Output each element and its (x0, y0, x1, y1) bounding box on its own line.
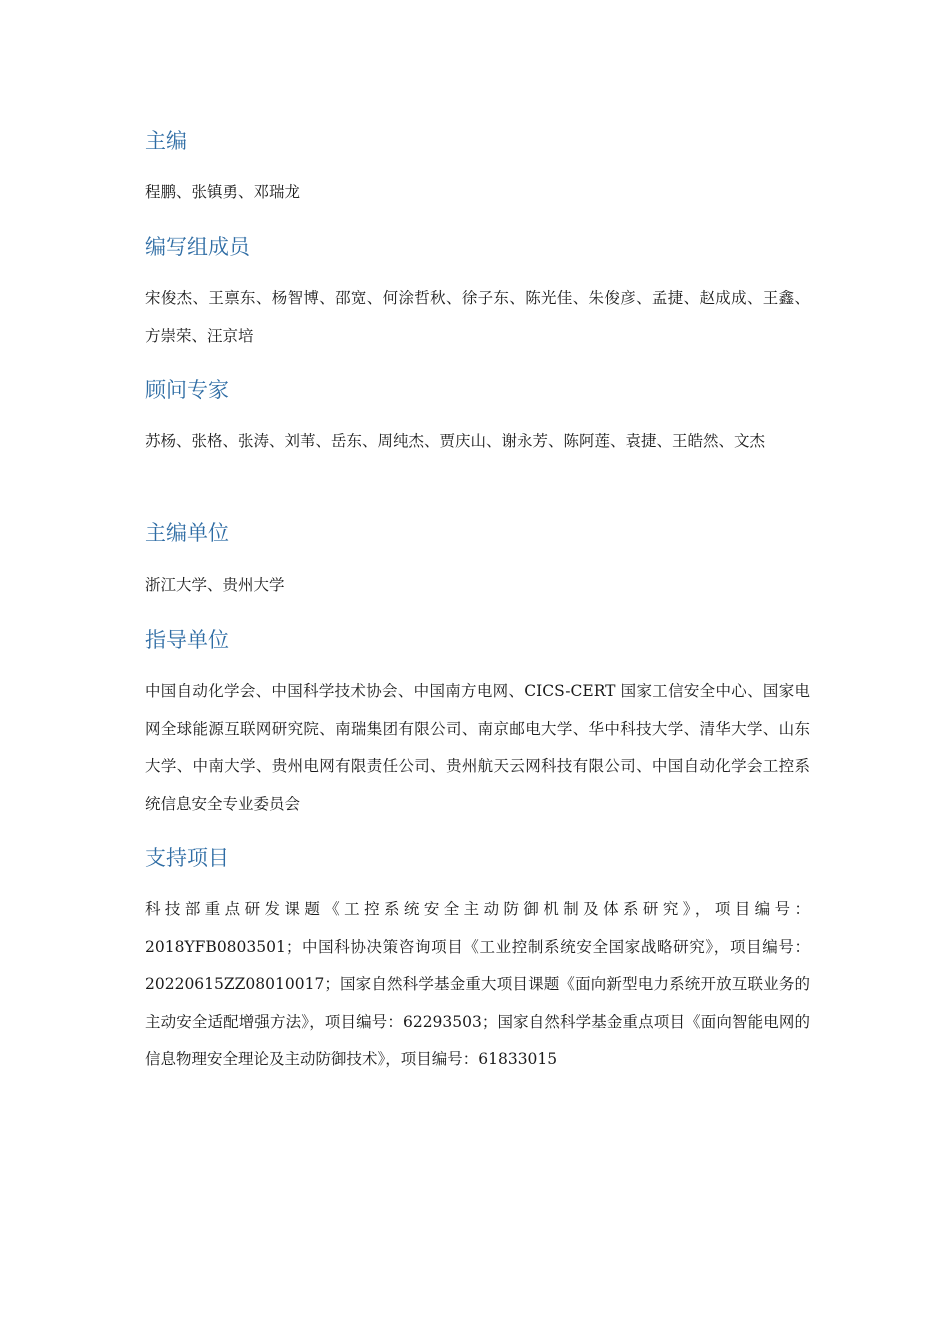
heading-writing-team: 编写组成员 (145, 235, 250, 259)
supporting-projects-list: 科技部重点研发课题《工控系统安全主动防御机制及体系研究》，项目编号：2018YFB0803501；中国科协决策咨询项目《工业控制系统安全国家战略研究》，项目编号：20220615ZZ08010017；国家自然科学基金重大项目课题《面向新型电力系统开放互联业务的主动安全适配增强方法》，项目编号：62293503；国家自然科学基金重点项目《面向智能电网的信息物理安全理论及主动防御技术》，项目编号：61833015 (145, 900, 810, 1068)
heading-supporting-projects: 支持项目 (145, 846, 229, 870)
advisory-experts-names: 苏杨、张格、张涛、刘苇、岳东、周纯杰、贾庆山、谢永芳、陈阿莲、袁捷、王皓然、文杰 (145, 432, 766, 450)
guiding-organizations-names: 中国自动化学会、中国科学技术协会、中国南方电网、CICS-CERT 国家工信安全中心、国家电网全球能源互联网研究院、南瑞集团有限公司、南京邮电大学、华中科技大学、清华大学、山东大学、中南大学、贵州电网有限责任公司、贵州航天云网科技有限公司、中国自动化学会工控系统信息安全专业委员会 (145, 682, 810, 813)
editing-organizations-names: 浙江大学、贵州大学 (145, 576, 285, 594)
writing-team-names: 宋俊杰、王禀东、杨智博、邵宽、何涂哲秋、徐子东、陈光佳、朱俊彦、孟捷、赵成成、王鑫、方崇荣、汪京培 (145, 289, 810, 345)
heading-advisory-experts: 顾问专家 (145, 378, 229, 402)
heading-editing-organizations: 主编单位 (145, 521, 229, 545)
heading-guiding-organizations: 指导单位 (145, 628, 229, 652)
chief-editor-names: 程鹏、张镇勇、邓瑞龙 (145, 183, 301, 201)
heading-chief-editor: 主编 (145, 129, 187, 153)
